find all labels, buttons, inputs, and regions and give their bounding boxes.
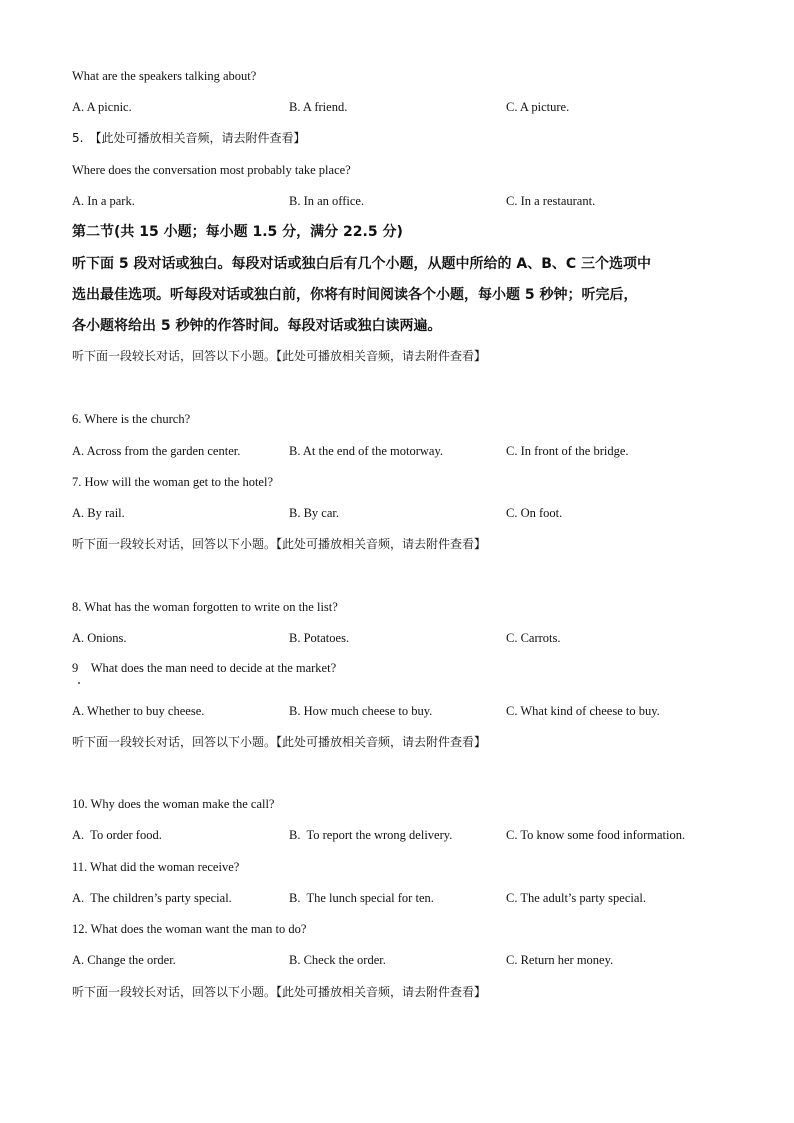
stray-dot [78, 682, 80, 684]
q5-audio-line: 5. 【此处可播放相关音频，请去附件查看】 [72, 131, 306, 145]
q12-option-b: B. Check the order. [289, 953, 386, 967]
section2-heading: 第二节(共 15 小题；每小题 1.5 分，满分 22.5 分) [72, 224, 403, 240]
q11-option-c: C. The adult’s party special. [506, 891, 647, 905]
audio-prompt-2: 听下面一段较长对话，回答以下小题。【此处可播放相关音频，请去附件查看】 [72, 537, 487, 551]
section2-instruction-3: 各小题将给出 5 秒钟的作答时间。每段对话或独白读两遍。 [72, 318, 442, 334]
q4-option-c: C. A picture. [506, 100, 570, 114]
q9-stem: 9 What does the man need to decide at the market? [72, 661, 337, 675]
q9-option-b: B. How much cheese to buy. [289, 704, 433, 718]
q9-option-c: C. What kind of cheese to buy. [506, 704, 660, 718]
q5-option-c: C. In a restaurant. [506, 194, 596, 208]
q7-option-a: A. By rail. [72, 506, 125, 520]
audio-prompt-1: 听下面一段较长对话，回答以下小题。【此处可播放相关音频，请去附件查看】 [72, 349, 487, 363]
q5-option-b: B. In an office. [289, 194, 365, 208]
q10-option-b: B. To report the wrong delivery. [289, 828, 453, 842]
q11-stem: 11. What did the woman receive? [72, 860, 240, 874]
q10-option-a: A. To order food. [72, 828, 162, 842]
q10-option-c: C. To know some food information. [506, 828, 686, 842]
q5-stem: Where does the conversation most probably take place? [72, 163, 351, 177]
q8-option-b: B. Potatoes. [289, 631, 350, 645]
q12-option-c: C. Return her money. [506, 953, 614, 967]
section2-instruction-2: 选出最佳选项。听每段对话或独白前，你将有时间阅读各个小题，每小题 5 秒钟；听完后， [72, 287, 638, 303]
audio-prompt-3: 听下面一段较长对话，回答以下小题。【此处可播放相关音频，请去附件查看】 [72, 735, 487, 749]
q6-option-a: A. Across from the garden center. [72, 444, 241, 458]
q8-option-c: C. Carrots. [506, 631, 561, 645]
q6-option-c: C. In front of the bridge. [506, 444, 629, 458]
q11-option-b: B. The lunch special for ten. [289, 891, 434, 905]
q8-option-a: A. Onions. [72, 631, 127, 645]
q4-option-a: A. A picnic. [72, 100, 132, 114]
q12-option-a: A. Change the order. [72, 953, 176, 967]
q12-stem: 12. What does the woman want the man to do? [72, 922, 307, 936]
audio-prompt-4: 听下面一段较长对话，回答以下小题。【此处可播放相关音频，请去附件查看】 [72, 985, 487, 999]
q7-stem: 7. How will the woman get to the hotel? [72, 475, 274, 489]
q4-stem: What are the speakers talking about? [72, 69, 257, 83]
q7-option-b: B. By car. [289, 506, 339, 520]
q10-stem: 10. Why does the woman make the call? [72, 797, 275, 811]
q6-option-b: B. At the end of the motorway. [289, 444, 444, 458]
section2-instruction-1: 听下面 5 段对话或独白。每段对话或独白后有几个小题，从题中所给的 A、B、C 三个选项中 [72, 256, 652, 272]
q8-stem: 8. What has the woman forgotten to write on the list? [72, 600, 338, 614]
q7-option-c: C. On foot. [506, 506, 563, 520]
q6-stem: 6. Where is the church? [72, 412, 191, 426]
q5-option-a: A. In a park. [72, 194, 135, 208]
q11-option-a: A. The children’s party special. [72, 891, 232, 905]
q4-option-b: B. A friend. [289, 100, 348, 114]
q9-option-a: A. Whether to buy cheese. [72, 704, 205, 718]
